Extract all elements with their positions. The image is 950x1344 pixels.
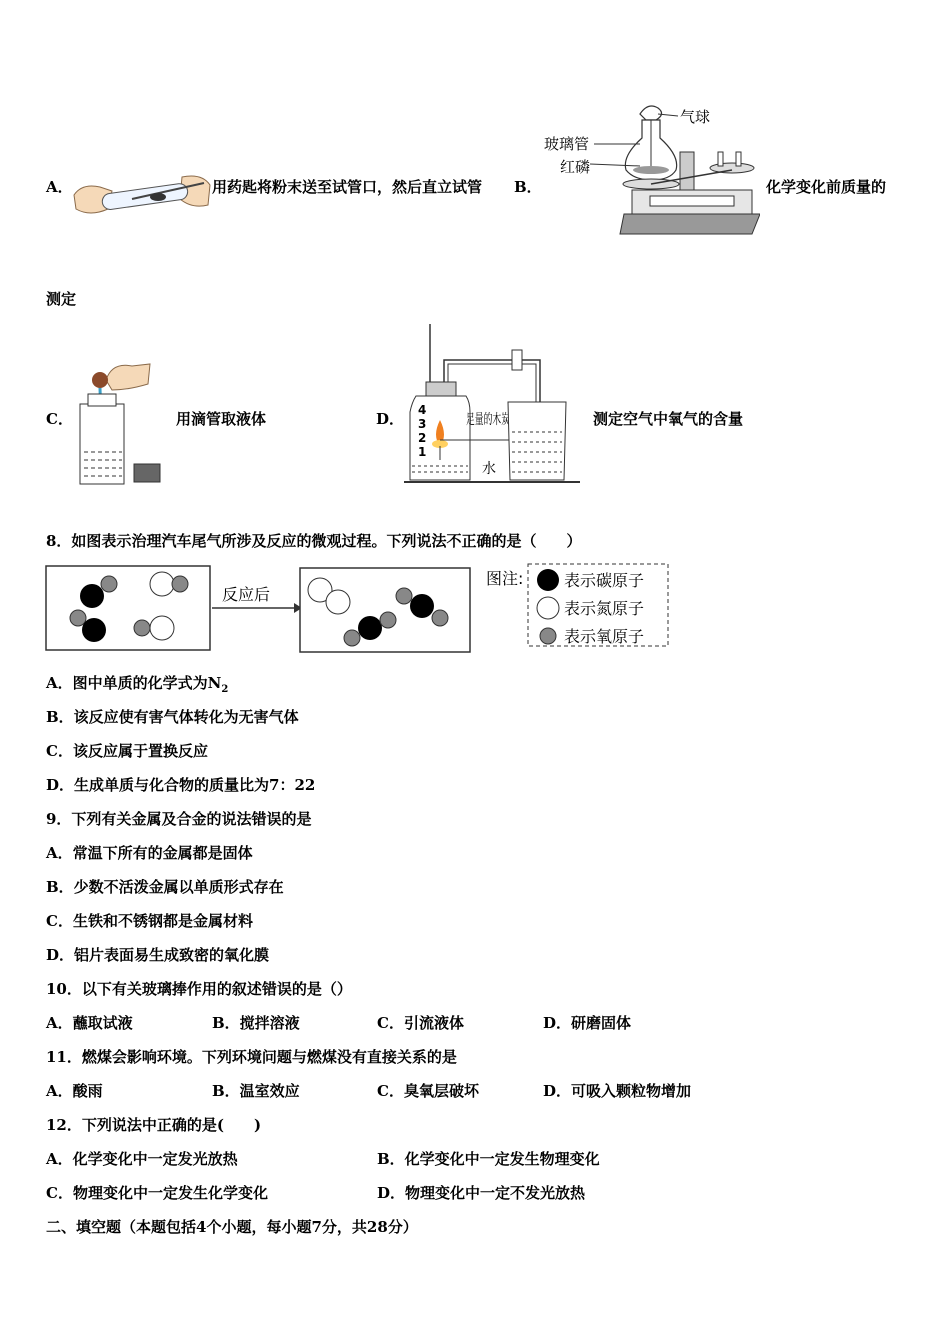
mark-3: 3 bbox=[418, 417, 427, 431]
mark-4: 4 bbox=[418, 403, 427, 417]
q12-stem: 12．下列说法中正确的是( ) bbox=[46, 1116, 262, 1134]
q11-option-a: A．酸雨 bbox=[46, 1082, 103, 1100]
q12-option-b: B．化学变化中一定发生物理变化 bbox=[377, 1150, 600, 1168]
q11-option-c: C．臭氧层破坏 bbox=[377, 1082, 479, 1100]
q11-option-d: D．可吸入颗粒物增加 bbox=[543, 1082, 692, 1100]
q7-option-c-label: C． bbox=[46, 410, 73, 428]
q7-option-d-label: D． bbox=[376, 410, 405, 428]
balloon-label: 气球 bbox=[680, 108, 711, 126]
q7-option-c-text: 用滴管取液体 bbox=[176, 410, 267, 428]
q12-option-a: A．化学变化中一定发光放热 bbox=[46, 1150, 238, 1168]
legend-carbon: 表示碳原子 bbox=[564, 571, 645, 590]
q7-option-b-text: 化学变化前质量的 bbox=[766, 178, 887, 196]
oxygen-test-apparatus-image bbox=[400, 320, 588, 486]
q8-option-c: C．该反应属于置换反应 bbox=[46, 742, 208, 760]
q9-option-a: A．常温下所有的金属都是固体 bbox=[46, 844, 253, 862]
section-2-heading: 二、填空题（本题包括4个小题，每小题7分，共28分） bbox=[46, 1218, 418, 1236]
q11-option-b: B．温室效应 bbox=[212, 1082, 300, 1100]
q7-option-a-label: A． bbox=[46, 178, 73, 196]
legend-oxygen: 表示氧原子 bbox=[564, 627, 645, 646]
q8-option-a-text: A．图中单质的化学式为N bbox=[46, 674, 222, 692]
q10-option-b: B．搅拌溶液 bbox=[212, 1014, 300, 1032]
mark-2: 2 bbox=[418, 431, 427, 445]
q9-stem: 9．下列有关金属及合金的说法错误的是 bbox=[46, 810, 312, 828]
q10-option-a: A．蘸取试液 bbox=[46, 1014, 133, 1032]
q8-option-a-sub: 2 bbox=[221, 684, 229, 695]
q7-option-b-label: B． bbox=[514, 178, 542, 196]
legend-title: 图注: bbox=[486, 569, 524, 588]
q12-option-d: D．物理变化中一定不发光放热 bbox=[377, 1184, 586, 1202]
q11-stem: 11．燃煤会影响环境。下列环境问题与燃煤没有直接关系的是 bbox=[46, 1048, 457, 1066]
q8-option-b: B．该反应使有害气体转化为无害气体 bbox=[46, 708, 299, 726]
charcoal-label: 足量的木炭 bbox=[466, 412, 536, 428]
test-tube-spatula-image bbox=[72, 165, 212, 225]
q9-option-d: D．铝片表面易生成致密的氧化膜 bbox=[46, 946, 270, 964]
mark-1: 1 bbox=[418, 445, 427, 459]
q9-option-b: B．少数不活泼金属以单质形式存在 bbox=[46, 878, 284, 896]
glass-tube-label: 玻璃管 bbox=[544, 135, 590, 153]
water-label: 水 bbox=[482, 461, 496, 477]
dropper-bottle-image bbox=[72, 360, 167, 490]
legend-nitrogen: 表示氮原子 bbox=[564, 599, 645, 618]
q7-option-d-text: 测定空气中氧气的含量 bbox=[593, 410, 744, 428]
q10-option-c: C．引流液体 bbox=[377, 1014, 464, 1032]
q9-option-c: C．生铁和不锈钢都是金属材料 bbox=[46, 912, 253, 930]
reaction-microscopic-diagram bbox=[44, 562, 674, 658]
q10-stem: 10．以下有关玻璃捧作用的叙述错误的是（） bbox=[46, 980, 352, 998]
q12-option-c: C．物理变化中一定发生化学变化 bbox=[46, 1184, 268, 1202]
q10-option-d: D．研磨固体 bbox=[543, 1014, 632, 1032]
balance-flask-image bbox=[540, 100, 760, 240]
q7-option-b-text-cont: 测定 bbox=[46, 290, 77, 308]
q8-stem: 8．如图表示治理汽车尾气所涉及反应的微观过程。下列说法不正确的是（ ） bbox=[46, 532, 582, 550]
red-phosphorus-label: 红磷 bbox=[560, 158, 591, 176]
q8-option-d: D．生成单质与化合物的质量比为7：22 bbox=[46, 776, 316, 794]
arrow-label: 反应后 bbox=[222, 585, 271, 604]
q7-option-a-text: 用药匙将粉末送至试管口，然后直立试管 bbox=[212, 178, 483, 196]
q8-option-a bbox=[46, 673, 228, 700]
